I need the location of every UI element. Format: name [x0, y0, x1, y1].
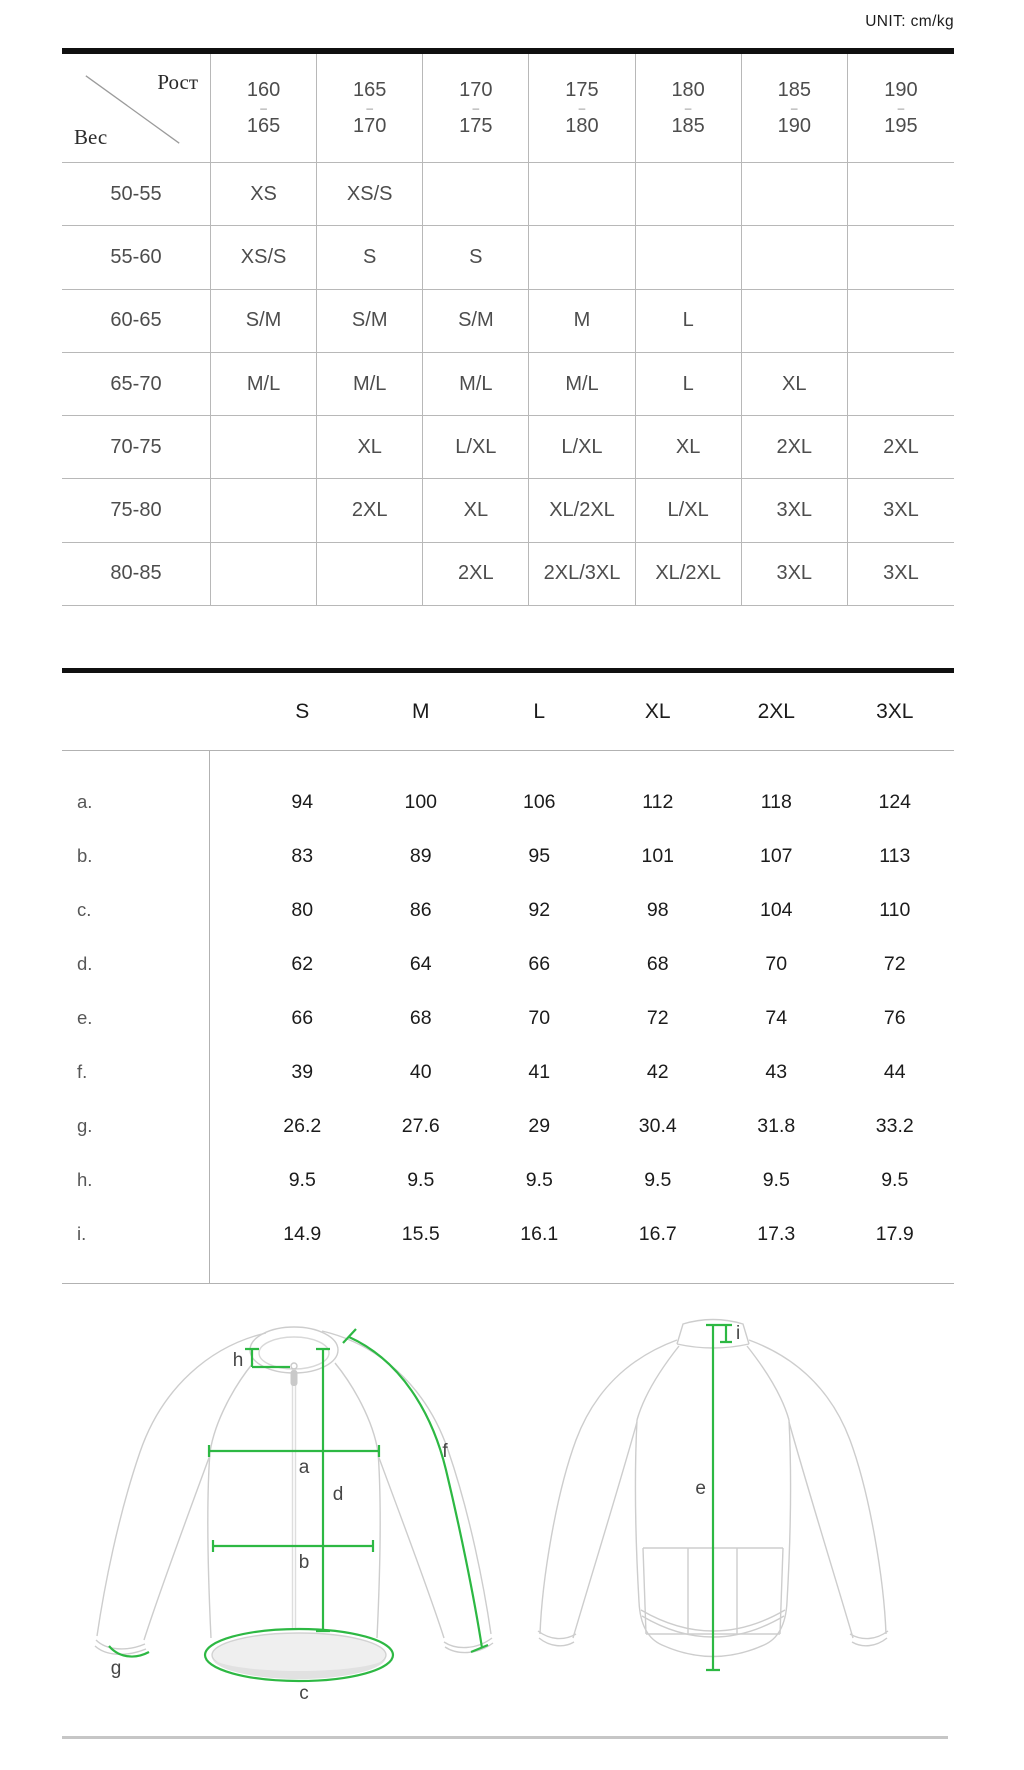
measure-line-i: [720, 1325, 732, 1342]
size-cell: L/XL: [529, 416, 635, 479]
height-to: 170: [353, 114, 387, 137]
measure-size-header: 3XL: [876, 699, 914, 723]
weight-range-cell: 55-60: [62, 226, 211, 289]
front-jacket-outline: [95, 1327, 493, 1679]
label-h: h: [232, 1350, 244, 1371]
size-cell: XL/2XL: [529, 479, 635, 542]
measure-value: 110: [879, 898, 911, 921]
measure-row: [62, 1207, 954, 1261]
height-to: 175: [459, 114, 493, 137]
size-cell: 2XL: [423, 543, 529, 606]
size-cell: 3XL: [848, 479, 954, 542]
measure-size-header: 2XL: [757, 699, 795, 723]
size-cell: L: [636, 290, 742, 353]
measure-line-d: [316, 1349, 330, 1631]
measure-value: 89: [409, 844, 432, 867]
size-cell: [636, 163, 742, 226]
size-cell: [636, 226, 742, 289]
measure-row-label: g.: [77, 1115, 93, 1136]
label-e: e: [695, 1478, 706, 1499]
label-c: c: [299, 1683, 309, 1704]
weight-range-cell: 50-55: [62, 163, 211, 226]
weight-range-cell: 70-75: [62, 416, 211, 479]
measure-row: [62, 1153, 954, 1207]
label-f: f: [442, 1441, 448, 1462]
size-cell: XL: [317, 416, 423, 479]
range-separator: –: [260, 100, 267, 115]
measure-value: 17.9: [875, 1222, 914, 1245]
size-cell: [211, 416, 317, 479]
size-cell: L/XL: [423, 416, 529, 479]
height-from: 175: [565, 78, 599, 101]
size-cell: L: [636, 353, 742, 416]
measure-value: 9.5: [881, 1168, 909, 1191]
height-to: 165: [246, 114, 281, 137]
size-cell: M/L: [317, 353, 423, 416]
measure-value: 68: [409, 1006, 432, 1029]
size-cell: M/L: [211, 353, 317, 416]
measure-value: 72: [646, 1006, 669, 1029]
measure-value: 74: [765, 1006, 788, 1029]
range-separator: –: [366, 100, 374, 115]
size-cell: [742, 163, 848, 226]
back-measure-labels: [695, 1323, 740, 1499]
measure-body: [62, 751, 954, 1284]
measure-size-header: L: [533, 699, 546, 723]
height-range-cell: [529, 54, 635, 163]
measure-row-label: i.: [77, 1223, 87, 1244]
measure-value: 33.2: [875, 1114, 914, 1137]
measure-size-header: XL: [644, 699, 671, 723]
size-cell: S/M: [317, 290, 423, 353]
measure-value: 68: [646, 952, 669, 975]
measure-row-label: d.: [77, 953, 93, 974]
size-cell: [742, 290, 848, 353]
size-cell: XS/S: [317, 163, 423, 226]
height-from: 160: [246, 78, 281, 101]
range-separator: –: [684, 100, 692, 115]
height-from: 180: [671, 78, 705, 101]
measure-value: 76: [883, 1006, 906, 1029]
range-separator: –: [472, 100, 480, 115]
height-range-cell: [636, 54, 742, 163]
measure-value: 101: [641, 844, 675, 867]
measure-value: 107: [759, 844, 793, 867]
measure-value: 16.7: [638, 1222, 677, 1245]
size-cell: XS/S: [211, 226, 317, 289]
size-chart-corner-cell: [62, 54, 211, 163]
size-cell: S: [317, 226, 423, 289]
size-cell: 2XL: [848, 416, 954, 479]
size-cell: M: [529, 290, 635, 353]
measure-size-header: M: [412, 699, 430, 723]
measure-value: 66: [528, 952, 551, 975]
bottom-divider: [62, 1736, 948, 1739]
height-range-cell: [317, 54, 423, 163]
size-cell: 2XL/3XL: [529, 543, 635, 606]
height-to: 190: [777, 114, 811, 137]
size-cell: [848, 226, 954, 289]
height-range-cell: [423, 54, 529, 163]
label-d: d: [332, 1484, 344, 1505]
measure-value: 66: [291, 1006, 314, 1029]
measure-line-e: [706, 1325, 720, 1670]
size-cell: M/L: [529, 353, 635, 416]
measure-value: 9.5: [762, 1168, 790, 1191]
measure-value: 113: [879, 844, 911, 867]
measure-header-row: [62, 673, 954, 751]
measure-row: [62, 991, 954, 1045]
measure-value: 106: [522, 790, 556, 813]
height-from: 170: [459, 78, 493, 101]
size-cell: [211, 479, 317, 542]
measure-line-g: [109, 1646, 149, 1657]
measure-line-f: [343, 1329, 488, 1652]
measure-value: 95: [528, 844, 551, 867]
measure-value: 83: [291, 844, 314, 867]
measure-value: 70: [765, 952, 788, 975]
size-cell: XL: [636, 416, 742, 479]
weight-axis-label: Вес: [74, 125, 108, 149]
size-cell: XL: [742, 353, 848, 416]
measure-value: 80: [291, 898, 314, 921]
measure-row: [62, 1045, 954, 1099]
measure-value: 72: [883, 952, 906, 975]
size-cell: [529, 163, 635, 226]
measure-value: 9.5: [525, 1168, 553, 1191]
back-measure-lines: [706, 1325, 732, 1670]
height-from: 185: [777, 78, 811, 101]
weight-range-cell: 65-70: [62, 353, 211, 416]
front-jacket-diagram: [60, 1300, 510, 1740]
measure-value: 30.4: [638, 1114, 677, 1137]
measure-value: 9.5: [288, 1168, 316, 1191]
measure-value: 104: [759, 898, 793, 921]
measure-value: 14.9: [283, 1222, 322, 1245]
size-cell: 3XL: [742, 479, 848, 542]
height-to: 185: [671, 114, 705, 137]
size-chart-grid: [62, 54, 954, 606]
size-chart-table: [62, 48, 954, 606]
back-jacket-diagram: [510, 1300, 940, 1740]
measure-value: 86: [409, 898, 432, 921]
measure-row-label: c.: [77, 899, 92, 920]
measure-row: [62, 883, 954, 937]
measure-value: 31.8: [757, 1114, 796, 1137]
size-cell: S/M: [211, 290, 317, 353]
measure-row-label: f.: [77, 1061, 88, 1082]
measure-value: 9.5: [644, 1168, 672, 1191]
size-cell: [317, 543, 423, 606]
size-cell: 3XL: [742, 543, 848, 606]
measure-value: 43: [765, 1060, 788, 1083]
range-separator: –: [578, 100, 586, 115]
measure-value: 100: [404, 790, 438, 813]
measure-value: 17.3: [757, 1222, 796, 1245]
size-cell: XL: [423, 479, 529, 542]
weight-range-cell: 75-80: [62, 479, 211, 542]
size-cell: M/L: [423, 353, 529, 416]
label-g: g: [110, 1658, 122, 1679]
measure-value: 62: [291, 952, 314, 975]
measure-value: 94: [291, 790, 314, 813]
height-from: 190: [884, 78, 918, 101]
size-cell: XL/2XL: [636, 543, 742, 606]
size-cell: L/XL: [636, 479, 742, 542]
measure-value: 40: [409, 1060, 432, 1083]
weight-range-cell: 60-65: [62, 290, 211, 353]
measure-value: 26.2: [283, 1114, 322, 1137]
measure-value: 44: [883, 1060, 906, 1083]
label-i: i: [736, 1323, 741, 1344]
measure-value: 16.1: [520, 1222, 559, 1245]
height-range-cell: [742, 54, 848, 163]
measure-value: 112: [642, 790, 674, 813]
measure-value: 9.5: [407, 1168, 435, 1191]
measure-value: 64: [409, 952, 432, 975]
measure-value: 92: [528, 898, 551, 921]
size-cell: 2XL: [742, 416, 848, 479]
measure-row: [62, 937, 954, 991]
size-cell: [742, 226, 848, 289]
measure-row-label: a.: [77, 791, 93, 812]
size-cell: 2XL: [317, 479, 423, 542]
size-cell: S: [423, 226, 529, 289]
size-cell: [211, 543, 317, 606]
measure-value: 41: [528, 1060, 551, 1083]
measure-value: 118: [760, 790, 792, 813]
range-separator: –: [790, 100, 798, 115]
size-cell: [529, 226, 635, 289]
measure-row-label: e.: [77, 1007, 93, 1028]
height-axis-label: Рост: [157, 70, 198, 94]
size-cell: 3XL: [848, 543, 954, 606]
measure-value: 124: [878, 790, 912, 813]
height-to: 195: [884, 114, 918, 137]
size-cell: [848, 290, 954, 353]
measure-row-label: b.: [77, 845, 93, 866]
measure-row: [62, 1099, 954, 1153]
measure-value: 29: [528, 1114, 551, 1137]
measure-line-h: [245, 1349, 290, 1367]
size-cell: S/M: [423, 290, 529, 353]
measure-value: 70: [528, 1006, 551, 1029]
height-range-cell: [848, 54, 954, 163]
weight-range-cell: 80-85: [62, 543, 211, 606]
measure-value: 39: [291, 1060, 314, 1083]
height-from: 165: [353, 78, 387, 101]
measurements-table: [62, 668, 954, 1284]
measure-row-label: h.: [77, 1169, 93, 1190]
measure-value: 15.5: [401, 1222, 440, 1245]
measure-size-header: S: [295, 699, 310, 723]
measure-value: 27.6: [401, 1114, 440, 1137]
size-cell: [848, 163, 954, 226]
measure-line-a: [209, 1445, 379, 1457]
height-to: 180: [565, 114, 599, 137]
label-b: b: [298, 1552, 310, 1573]
measure-row: [62, 829, 954, 883]
unit-label: UNIT: cm/kg: [865, 13, 954, 30]
size-cell: [848, 353, 954, 416]
measure-value: 98: [646, 898, 669, 921]
label-a: a: [298, 1457, 310, 1478]
height-range-cell: [211, 54, 317, 163]
measure-value: 42: [646, 1060, 669, 1083]
size-cell: XS: [211, 163, 317, 226]
range-separator: –: [897, 100, 905, 115]
front-measure-lines: [109, 1329, 488, 1681]
measure-row: [62, 775, 954, 829]
size-cell: [423, 163, 529, 226]
